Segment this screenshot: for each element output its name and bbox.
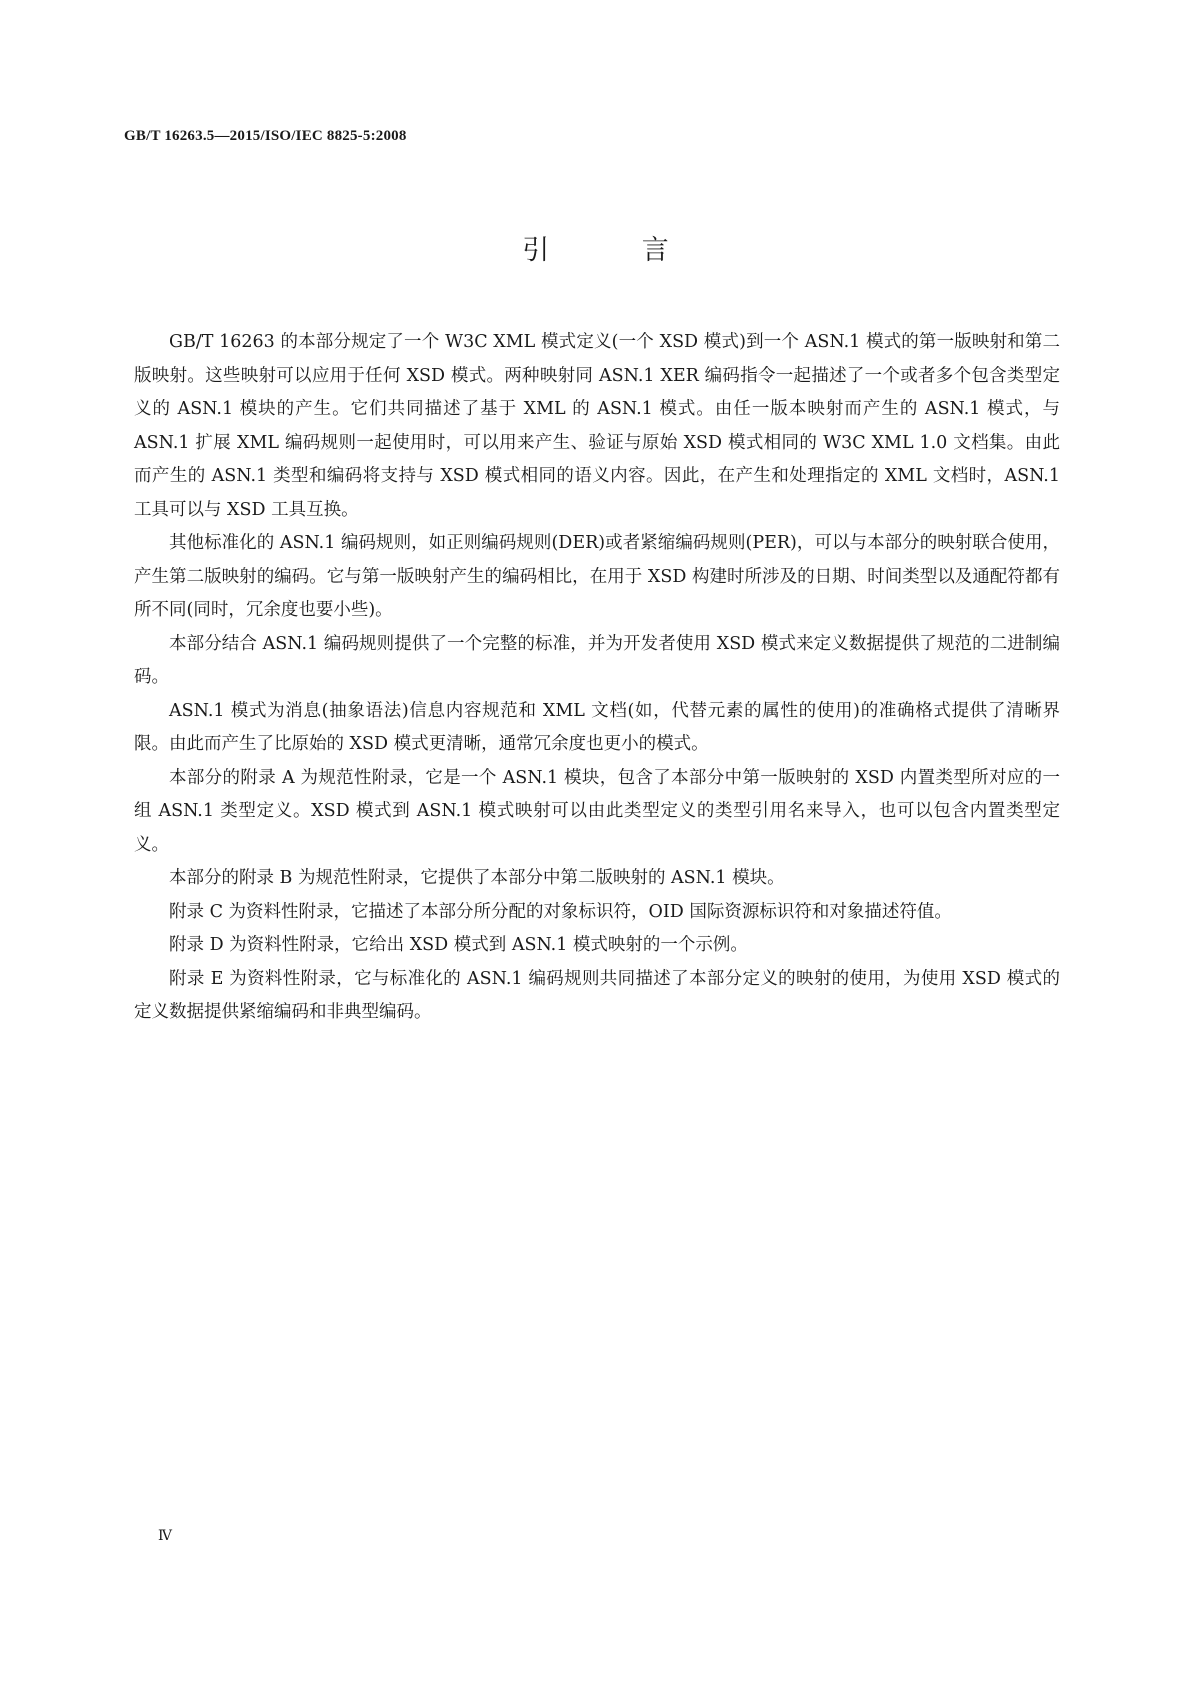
- page-title: [0, 228, 1191, 267]
- paragraph: 本部分的附录 A 为规范性附录，它是一个 ASN.1 模块，包含了本部分中第一版映射的 XSD 内置类型所对应的一组 ASN.1 类型定义。XSD 模式到 ASN.1 模式映射可以由此类型定义的类型引用名来导入，也可以包含内置类型定义。: [134, 767, 1060, 855]
- paragraph: ASN.1 模式为消息(抽象语法)信息内容规范和 XML 文档(如，代替元素的属性的使用)的准确格式提供了清晰界限。由此而产生了比原始的 XSD 模式更清晰，通常冗余度也更小的模式。: [134, 700, 1060, 754]
- paragraph: 附录 D 为资料性附录，它给出 XSD 模式到 ASN.1 模式映射的一个示例。: [169, 935, 748, 955]
- page-number: Ⅳ: [158, 1529, 172, 1544]
- standard-number-header: GB/T 16263.5—2015/ISO/IEC 8825-5:2008: [124, 128, 407, 144]
- paragraph: GB/T 16263 的本部分规定了一个 W3C XML 模式定义(一个 XSD 模式)到一个 ASN.1 模式的第一版映射和第二版映射。这些映射可以应用于任何 XSD 模式。两种映射同 ASN.1 XER 编码指令一起描述了一个或者多个包含类型定义的 ASN.1 模块的产生。它们共同描述了基于 XML 的 ASN.1 模式。由任一版本映射而产生的 ASN.1 模式，与 ASN.1 扩展 XML 编码规则一起使用时，可以用来产生、验证与原始 XSD 模式相同的 W3C XML 1.0 文档集。由此而产生的 ASN.1 类型和编码将支持与 XSD 模式相同的语义内容。因此，在产生和处理指定的 XML 文档时，ASN.1 工具可以与 XSD 工具互换。: [134, 332, 1060, 520]
- paragraph: 本部分结合 ASN.1 编码规则提供了一个完整的标准，并为开发者使用 XSD 模式来定义数据提供了规范的二进制编码。: [134, 633, 1060, 687]
- paragraph: 附录 C 为资料性附录，它描述了本部分所分配的对象标识符，OID 国际资源标识符和对象描述符值。: [169, 901, 952, 922]
- page-title-text: 引 言: [522, 235, 711, 266]
- paragraph: 其他标准化的 ASN.1 编码规则，如正则编码规则(DER)或者紧缩编码规则(PER)，可以与本部分的映射联合使用，产生第二版映射的编码。它与第一版映射产生的编码相比，在用于 XSD 构建时所涉及的日期、时间类型以及通配符都有所不同(同时，冗余度也要小些)。: [134, 533, 1060, 620]
- paragraph: 本部分的附录 B 为规范性附录，它提供了本部分中第二版映射的 ASN.1 模块。: [169, 868, 785, 888]
- introduction-body: [134, 326, 1060, 1030]
- paragraph: 附录 E 为资料性附录，它与标准化的 ASN.1 编码规则共同描述了本部分定义的映射的使用，为使用 XSD 模式的定义数据提供紧缩编码和非典型编码。: [134, 968, 1060, 1022]
